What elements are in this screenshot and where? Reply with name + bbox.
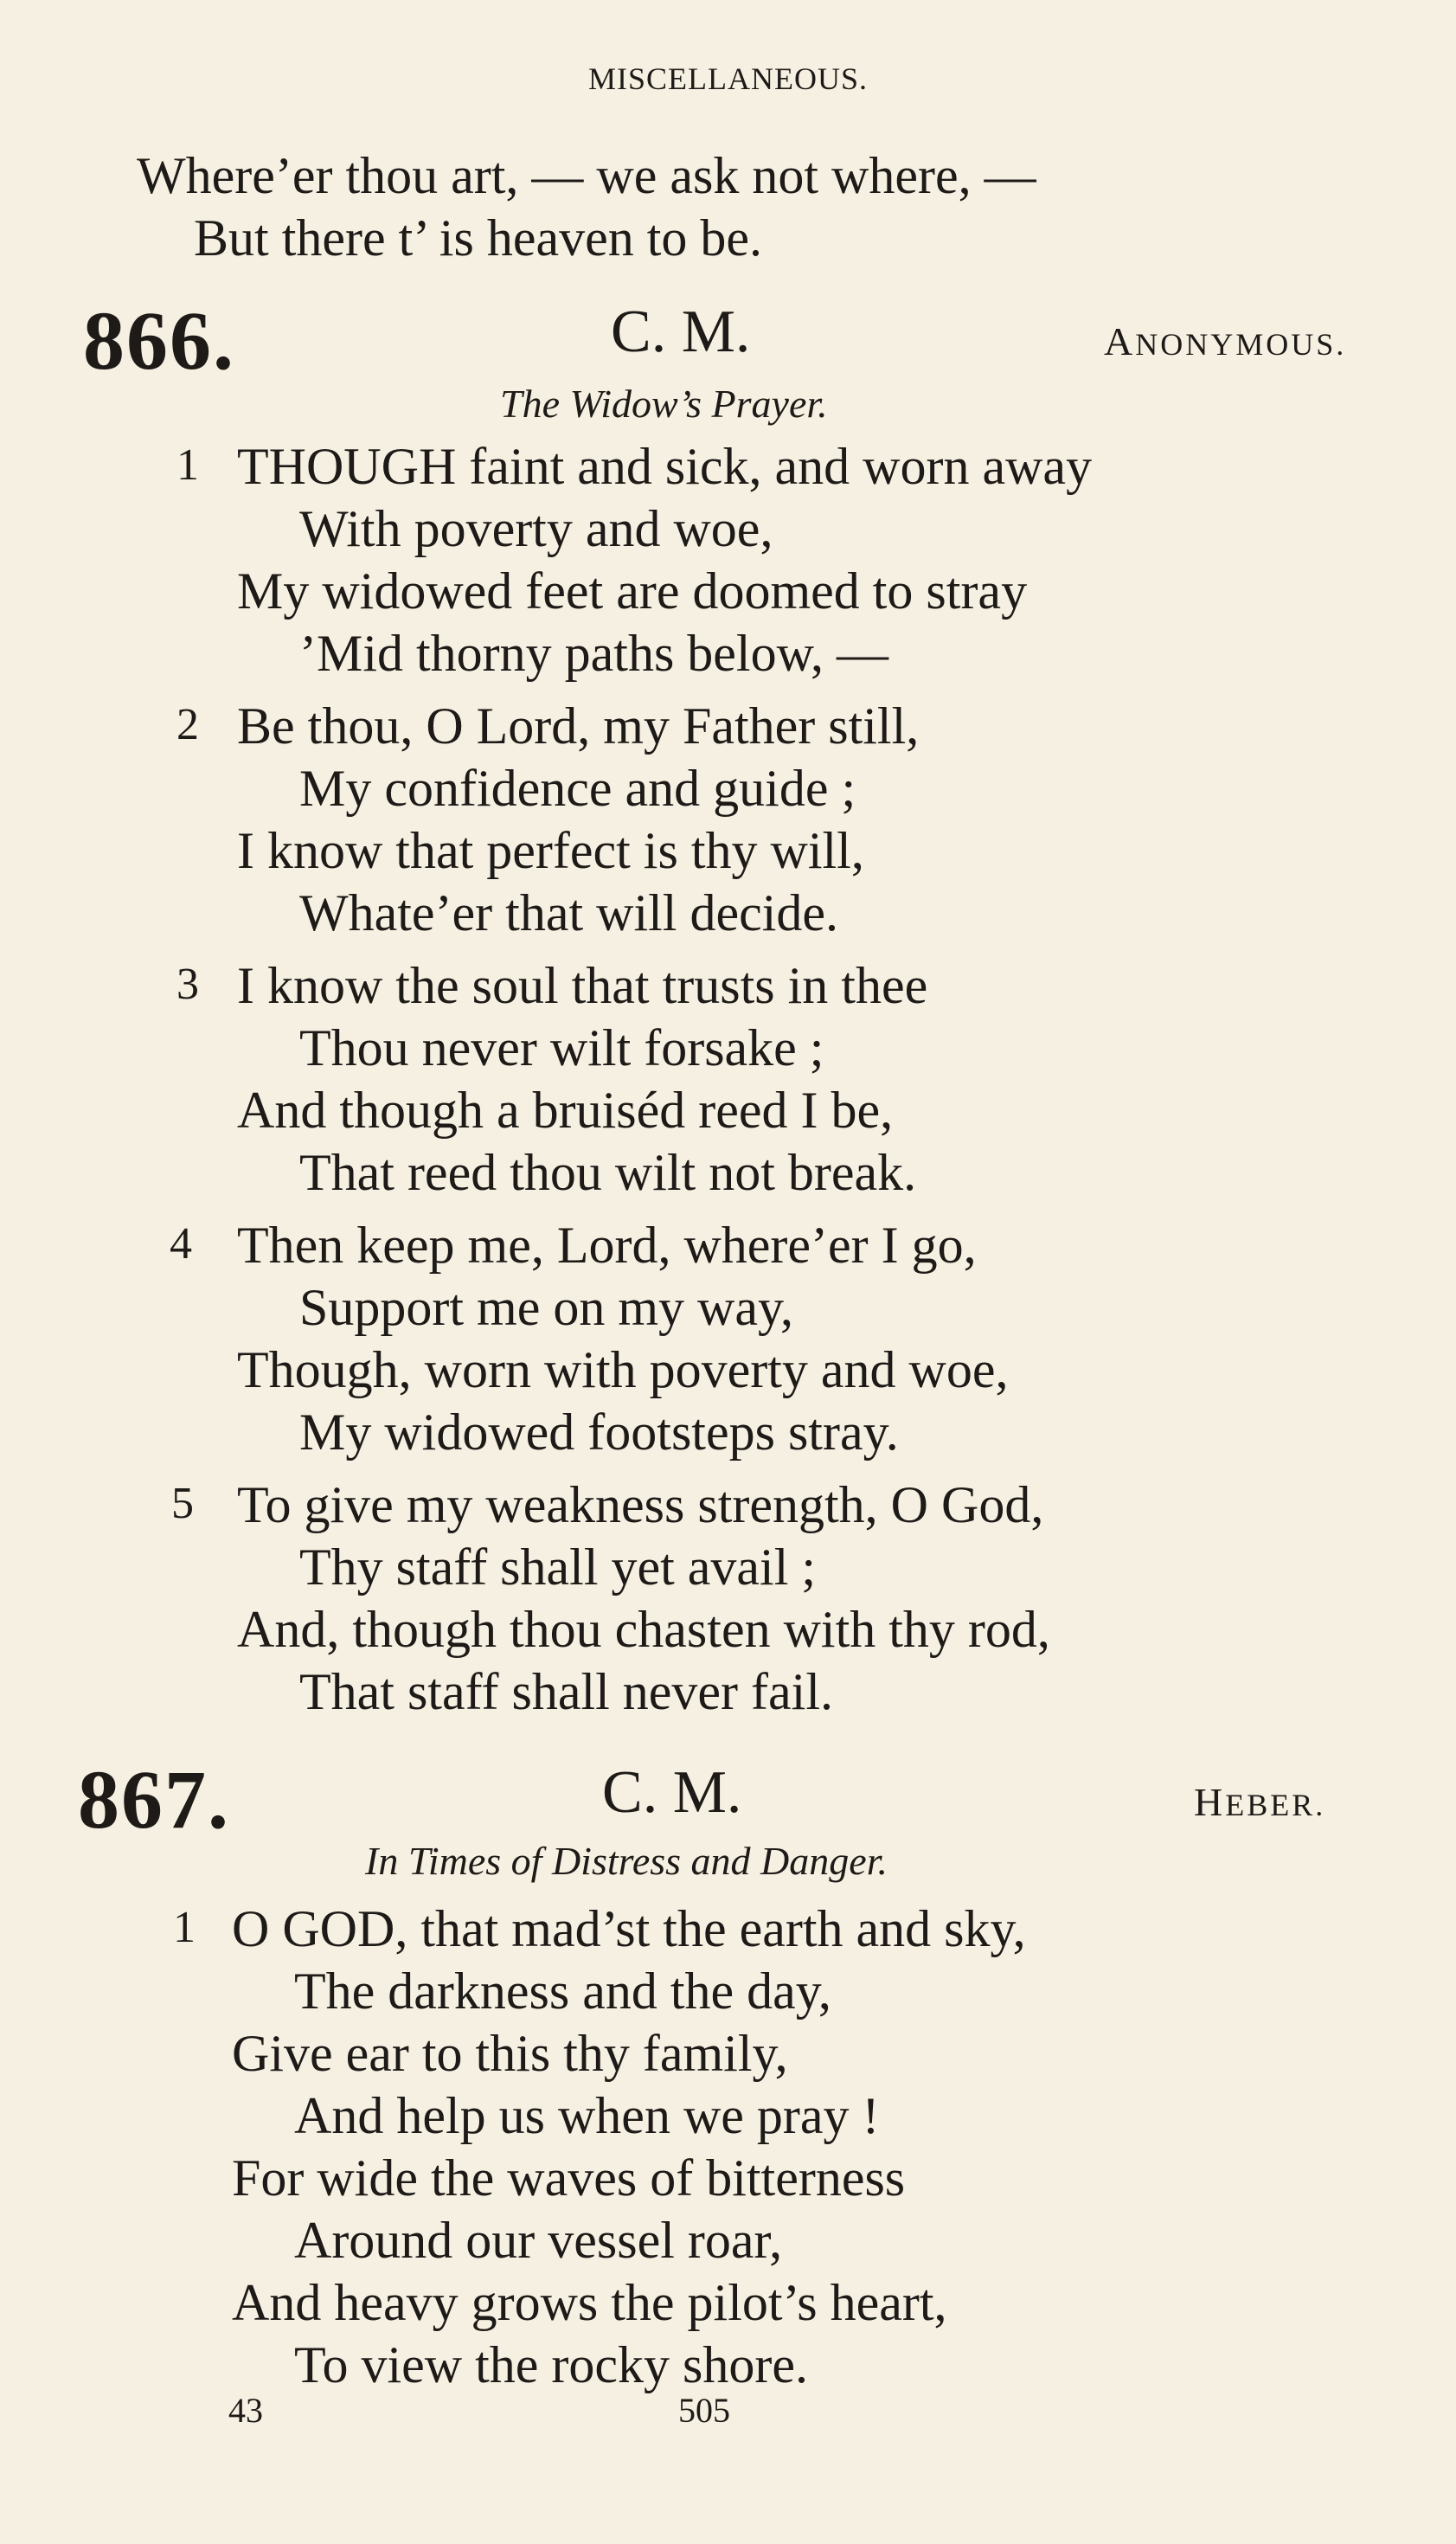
continuation-line: But there t’ is heaven to be. [194, 209, 763, 267]
signature-mark: 43 [228, 2391, 263, 2430]
verse-line: O GOD, that mad’st the earth and sky, [232, 1900, 1026, 1957]
verse-line: Though, worn with poverty and woe, [237, 1341, 1009, 1398]
verse-line: That staff shall never fail. [299, 1663, 833, 1720]
verse-line: Support me on my way, [299, 1279, 794, 1336]
hymn-meter: C. M. [602, 1759, 742, 1826]
verse-line: The darkness and the day, [294, 1963, 831, 2020]
verse-line: ’Mid thorny paths below, — [299, 625, 889, 682]
verse-number: 2 [176, 700, 199, 749]
verse-line: My confidence and guide ; [299, 760, 856, 817]
verse-line: THOUGH faint and sick, and worn away [237, 438, 1093, 495]
verse-number: 1 [176, 440, 199, 490]
verse-line: To view the rocky shore. [294, 2336, 808, 2393]
page-number: 505 [678, 2391, 730, 2430]
verse-line: Thy staff shall yet avail ; [299, 1539, 817, 1596]
verse-line: I know the soul that trusts in thee [237, 957, 928, 1014]
hymn-title: In Times of Distress and Danger. [365, 1839, 888, 1883]
verse-number: 5 [171, 1479, 194, 1528]
verse-line: And though a bruiséd reed I be, [237, 1082, 894, 1139]
verse-number: 4 [170, 1219, 192, 1269]
verse-line: With poverty and woe, [299, 500, 773, 557]
verse-line: And heavy grows the pilot’s heart, [232, 2274, 947, 2331]
hymn-number: 867. [78, 1753, 230, 1846]
hymn-author: ANONYMOUS. [1104, 319, 1347, 363]
verse-line: My widowed feet are doomed to stray [237, 562, 1028, 620]
verse-line: Thou never wilt forsake ; [299, 1019, 824, 1076]
verse-line: I know that perfect is thy will, [237, 822, 864, 879]
verse-line: Then keep me, Lord, where’er I go, [237, 1217, 977, 1274]
verse-line: For wide the waves of bitterness [232, 2149, 906, 2207]
verse-line: My widowed footsteps stray. [299, 1404, 899, 1461]
verse-line: Around our vessel roar, [294, 2212, 783, 2269]
verse-line: To give my weakness strength, O God, [237, 1476, 1044, 1533]
verse-line: That reed thou wilt not break. [299, 1144, 917, 1201]
hymn-meter: C. M. [611, 299, 751, 365]
hymn-author: HEBER. [1194, 1780, 1326, 1824]
verse-line: Be thou, O Lord, my Father still, [237, 697, 920, 755]
verse-number: 1 [173, 1903, 196, 1952]
hymn-number: 866. [83, 294, 235, 387]
verse-line: And help us when we pray ! [294, 2087, 880, 2144]
verse-line: And, though thou chasten with thy rod, [237, 1601, 1050, 1658]
verse-line: Give ear to this thy family, [232, 2025, 788, 2082]
running-head: MISCELLANEOUS. [587, 61, 868, 96]
continuation-line: Where’er thou art, — we ask not where, — [137, 147, 1036, 204]
verse-number: 3 [176, 960, 199, 1009]
verse-line: Whate’er that will decide. [299, 884, 839, 941]
hymn-title: The Widow’s Prayer. [500, 382, 828, 426]
